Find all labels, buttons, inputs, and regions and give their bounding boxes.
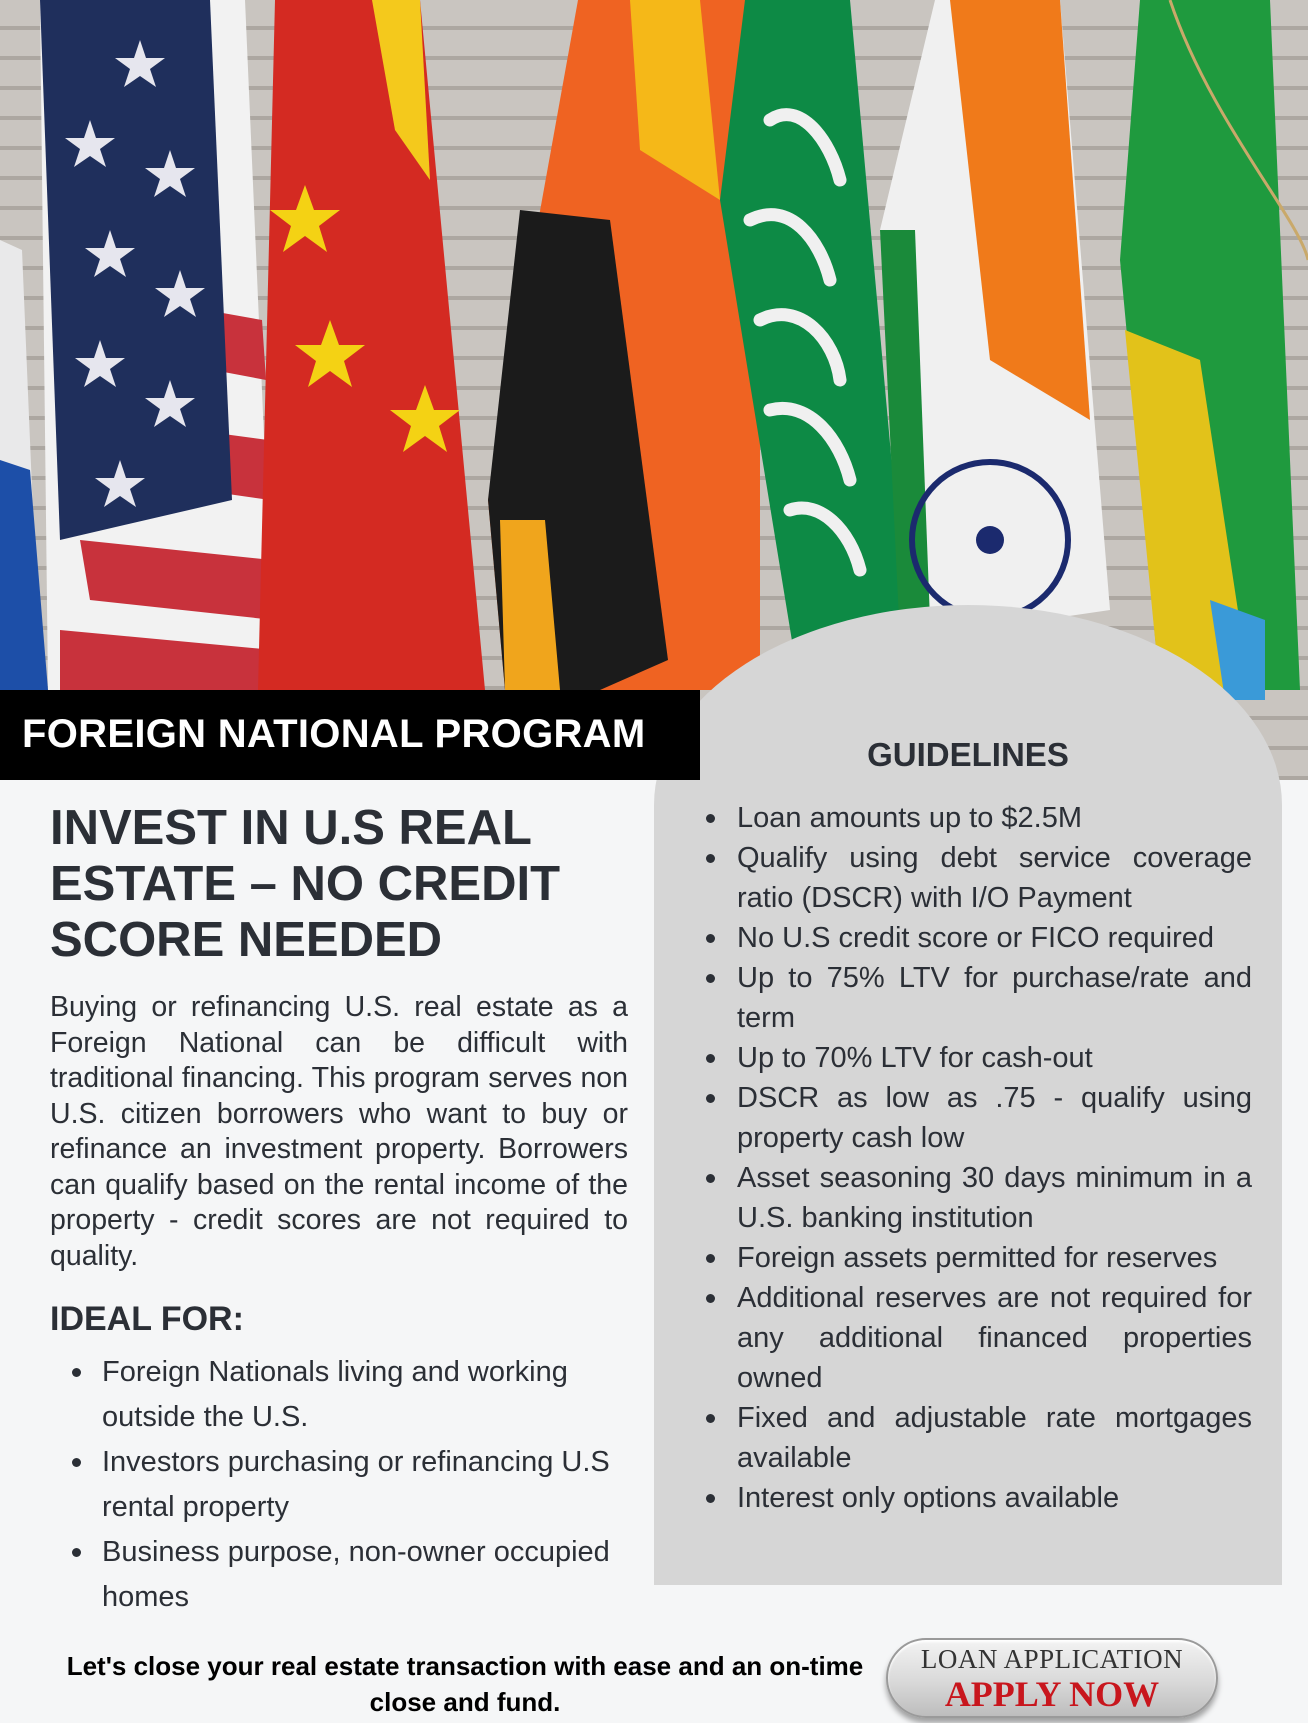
program-title-bar <box>0 690 700 780</box>
guideline-item: Additional reserves are not required for any additional financed properties owned <box>704 1278 1252 1398</box>
usa-flag <box>40 0 275 690</box>
apply-button-label-top: LOAN APPLICATION <box>920 1644 1184 1674</box>
guideline-item: Fixed and adjustable rate mortgages available <box>704 1398 1252 1478</box>
main-headline: INVEST IN U.S REAL ESTATE – NO CREDIT SCORE NEEDED <box>50 801 561 967</box>
ideal-for-item: Investors purchasing or refinancing U.S rental property <box>70 1440 630 1530</box>
guideline-item: Up to 75% LTV for purchase/rate and term <box>704 958 1252 1038</box>
closing-statement: Let's close your real estate transaction with ease and an on-time close and fund. <box>66 1651 864 1717</box>
guideline-item: No U.S credit score or FICO required <box>704 918 1252 958</box>
ideal-for-item: Business purpose, non-owner occupied homes <box>70 1530 630 1620</box>
guideline-item: Up to 70% LTV for cash-out <box>704 1038 1252 1078</box>
intro-paragraph: Buying or refinancing U.S. real estate as a Foreign National can be difficult with traditional financing. This program serves non U.S. citizen borrowers who want to buy or refinance an investment property. Borrowers can qualify based on the rental income of the property - credit scores are not required to quality. <box>50 991 628 1272</box>
india-flag <box>880 0 1110 640</box>
brazil-flag <box>1120 0 1300 700</box>
guideline-item: Asset seasoning 30 days minimum in a U.S. banking institution <box>704 1158 1252 1238</box>
ideal-for-heading: IDEAL FOR: <box>50 1300 244 1338</box>
guidelines-heading: GUIDELINES <box>867 736 1069 773</box>
russia-flag <box>0 240 48 690</box>
guideline-item: Foreign assets permitted for reserves <box>704 1238 1252 1278</box>
guideline-item: Loan amounts up to $2.5M <box>704 798 1252 838</box>
apply-now-button[interactable] <box>886 1638 1218 1718</box>
guideline-item: Qualify using debt service coverage ratio (DSCR) with I/O Payment <box>704 838 1252 918</box>
ideal-for-item: Foreign Nationals living and working outside the U.S. <box>70 1350 630 1440</box>
apply-button-label-main: APPLY NOW <box>944 1674 1160 1714</box>
china-flag <box>258 0 485 690</box>
guideline-item: DSCR as low as .75 - qualify using property cash low <box>704 1078 1252 1158</box>
program-title: FOREIGN NATIONAL PROGRAM <box>22 712 646 756</box>
guideline-item: Interest only options available <box>704 1478 1252 1518</box>
germany-flag <box>488 0 760 690</box>
guidelines-list <box>704 798 1252 1518</box>
ideal-for-list <box>70 1350 630 1620</box>
